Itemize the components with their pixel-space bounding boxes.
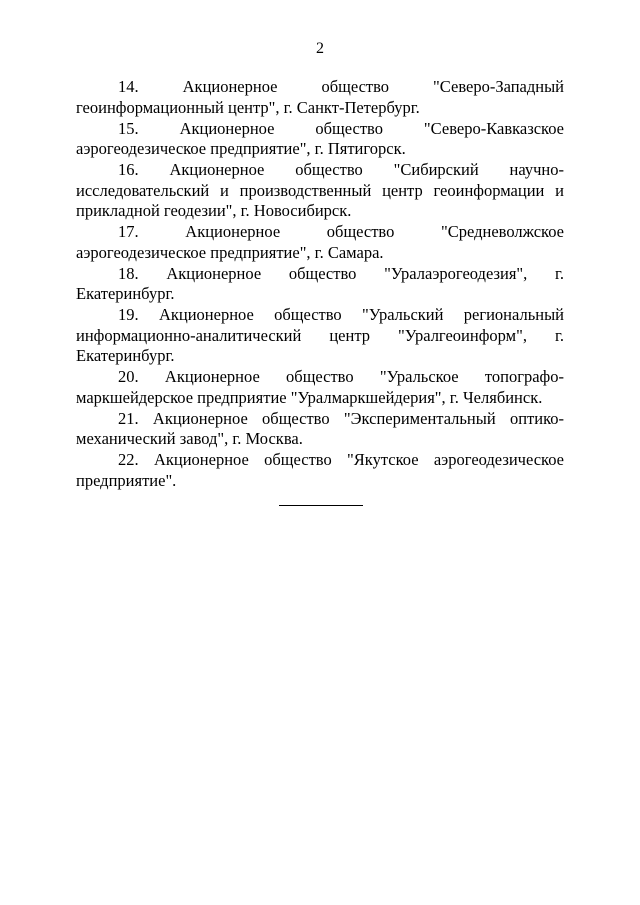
page-number: 2 <box>316 40 324 57</box>
list-item: 19. Акционерное общество "Уральский региональный информационно-аналитический центр "Уралгеоинформ", г. Екатеринбург. <box>76 305 564 365</box>
list-item: 17. Акционерное общество "Средневолжское аэрогеодезическое предприятие", г. Самара. <box>76 222 564 262</box>
list-item: 18. Акционерное общество "Уралаэрогеодезия", г. Екатеринбург. <box>76 263 564 303</box>
list-item: 14. Акционерное общество "Северо-Западный геоинформационный центр", г. Санкт-Петербург. <box>76 77 564 117</box>
list-item: 22. Акционерное общество "Якутское аэрогеодезическое предприятие". <box>76 450 564 490</box>
list-item: 15. Акционерное общество "Северо-Кавказское аэрогеодезическое предприятие", г. Пятигорск. <box>76 118 564 158</box>
organization-list <box>76 77 564 492</box>
list-item: 16. Акционерное общество "Сибирский научно-исследовательский и производственный центр геоинформации и прикладной геодезии", г. Новосибирск. <box>76 160 564 220</box>
list-item: 21. Акционерное общество "Экспериментальный оптико-механический завод", г. Москва. <box>76 408 564 448</box>
list-item: 20. Акционерное общество "Уральское топографо-маркшейдерское предприятие "Уралмаркшейдерия", г. Челябинск. <box>76 367 564 407</box>
end-divider-line <box>279 505 363 506</box>
